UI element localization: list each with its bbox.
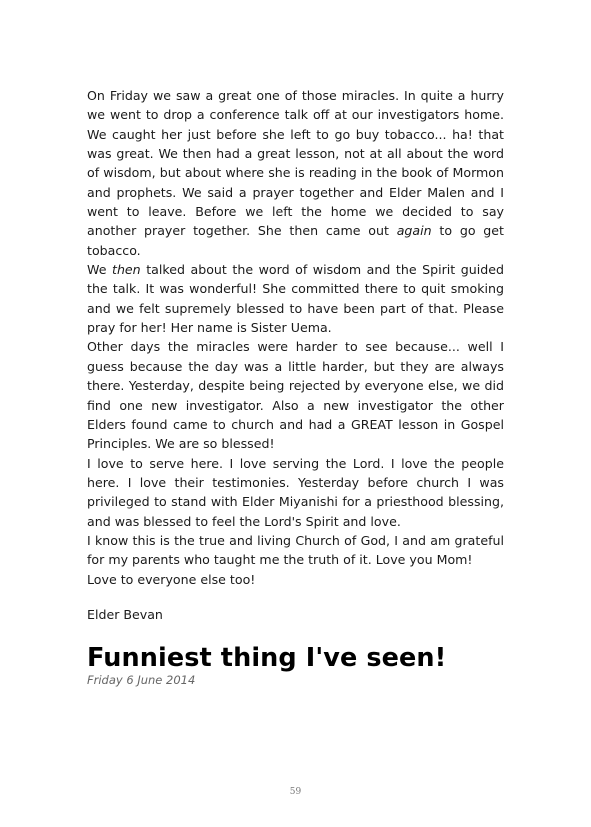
page-number: 59 [289,787,302,797]
post-date: Friday 6 June 2014 [87,672,196,687]
document-page [87,86,504,687]
emphasis-text: then [112,262,141,278]
paragraph-miracle [87,86,504,260]
paragraph-testimony: I know this is the true and living Church of God, I and am grateful for my parents who taught me the truth of it. Love you Mom! [87,532,504,568]
letter-body [87,86,504,589]
emphasis-text: again [396,223,432,239]
paragraph-text: talked about the word of wisdom and the Spirit guided the talk. It was wonderful! She committed there to quit smoking and we felt supremely blessed to have been part of that. Please pray for her! Her name is Sister Uema. [87,262,504,336]
paragraph-text: On Friday we saw a great one of those miracles. In quite a hurry we went to drop a conference talk off at our investigators home. We caught her just before she left to go buy tobacco... ha! that was great. We then had a great lesson, not at all about the word of wisdom, but about where she is reading in the book of Mormon and prophets. We said a prayer together and Elder Malen and I went to leave. Before we left the home we decided to say another prayer together. She then came out [87,88,504,239]
paragraph-closing: Love to everyone else too! [87,571,256,587]
signature: Elder Bevan [87,606,163,622]
paragraph-other-days: Other days the miracles were harder to see because... well I guess because the day was a little harder, but they are always there. Yesterday, despite being rejected by everyone else, we did find one new investigator. Also a new investigator the other Elders found came to church and had a GREAT lesson in Gospel Principles. We are so blessed! [87,339,504,452]
paragraph-text: We [87,262,113,278]
paragraph-text: to go get tobacco. [87,223,504,258]
post-title: Funniest thing I've seen! [87,642,447,673]
paragraph-love-to-serve: I love to serve here. I love serving the Lord. I love the people here. I love their testimonies. Yesterday before church I was privileged to stand with Elder Miyanishi for a priesthood blessing, and was blessed to feel the Lord's Spirit and love. [87,455,504,529]
paragraph-word-of-wisdom [87,260,504,337]
